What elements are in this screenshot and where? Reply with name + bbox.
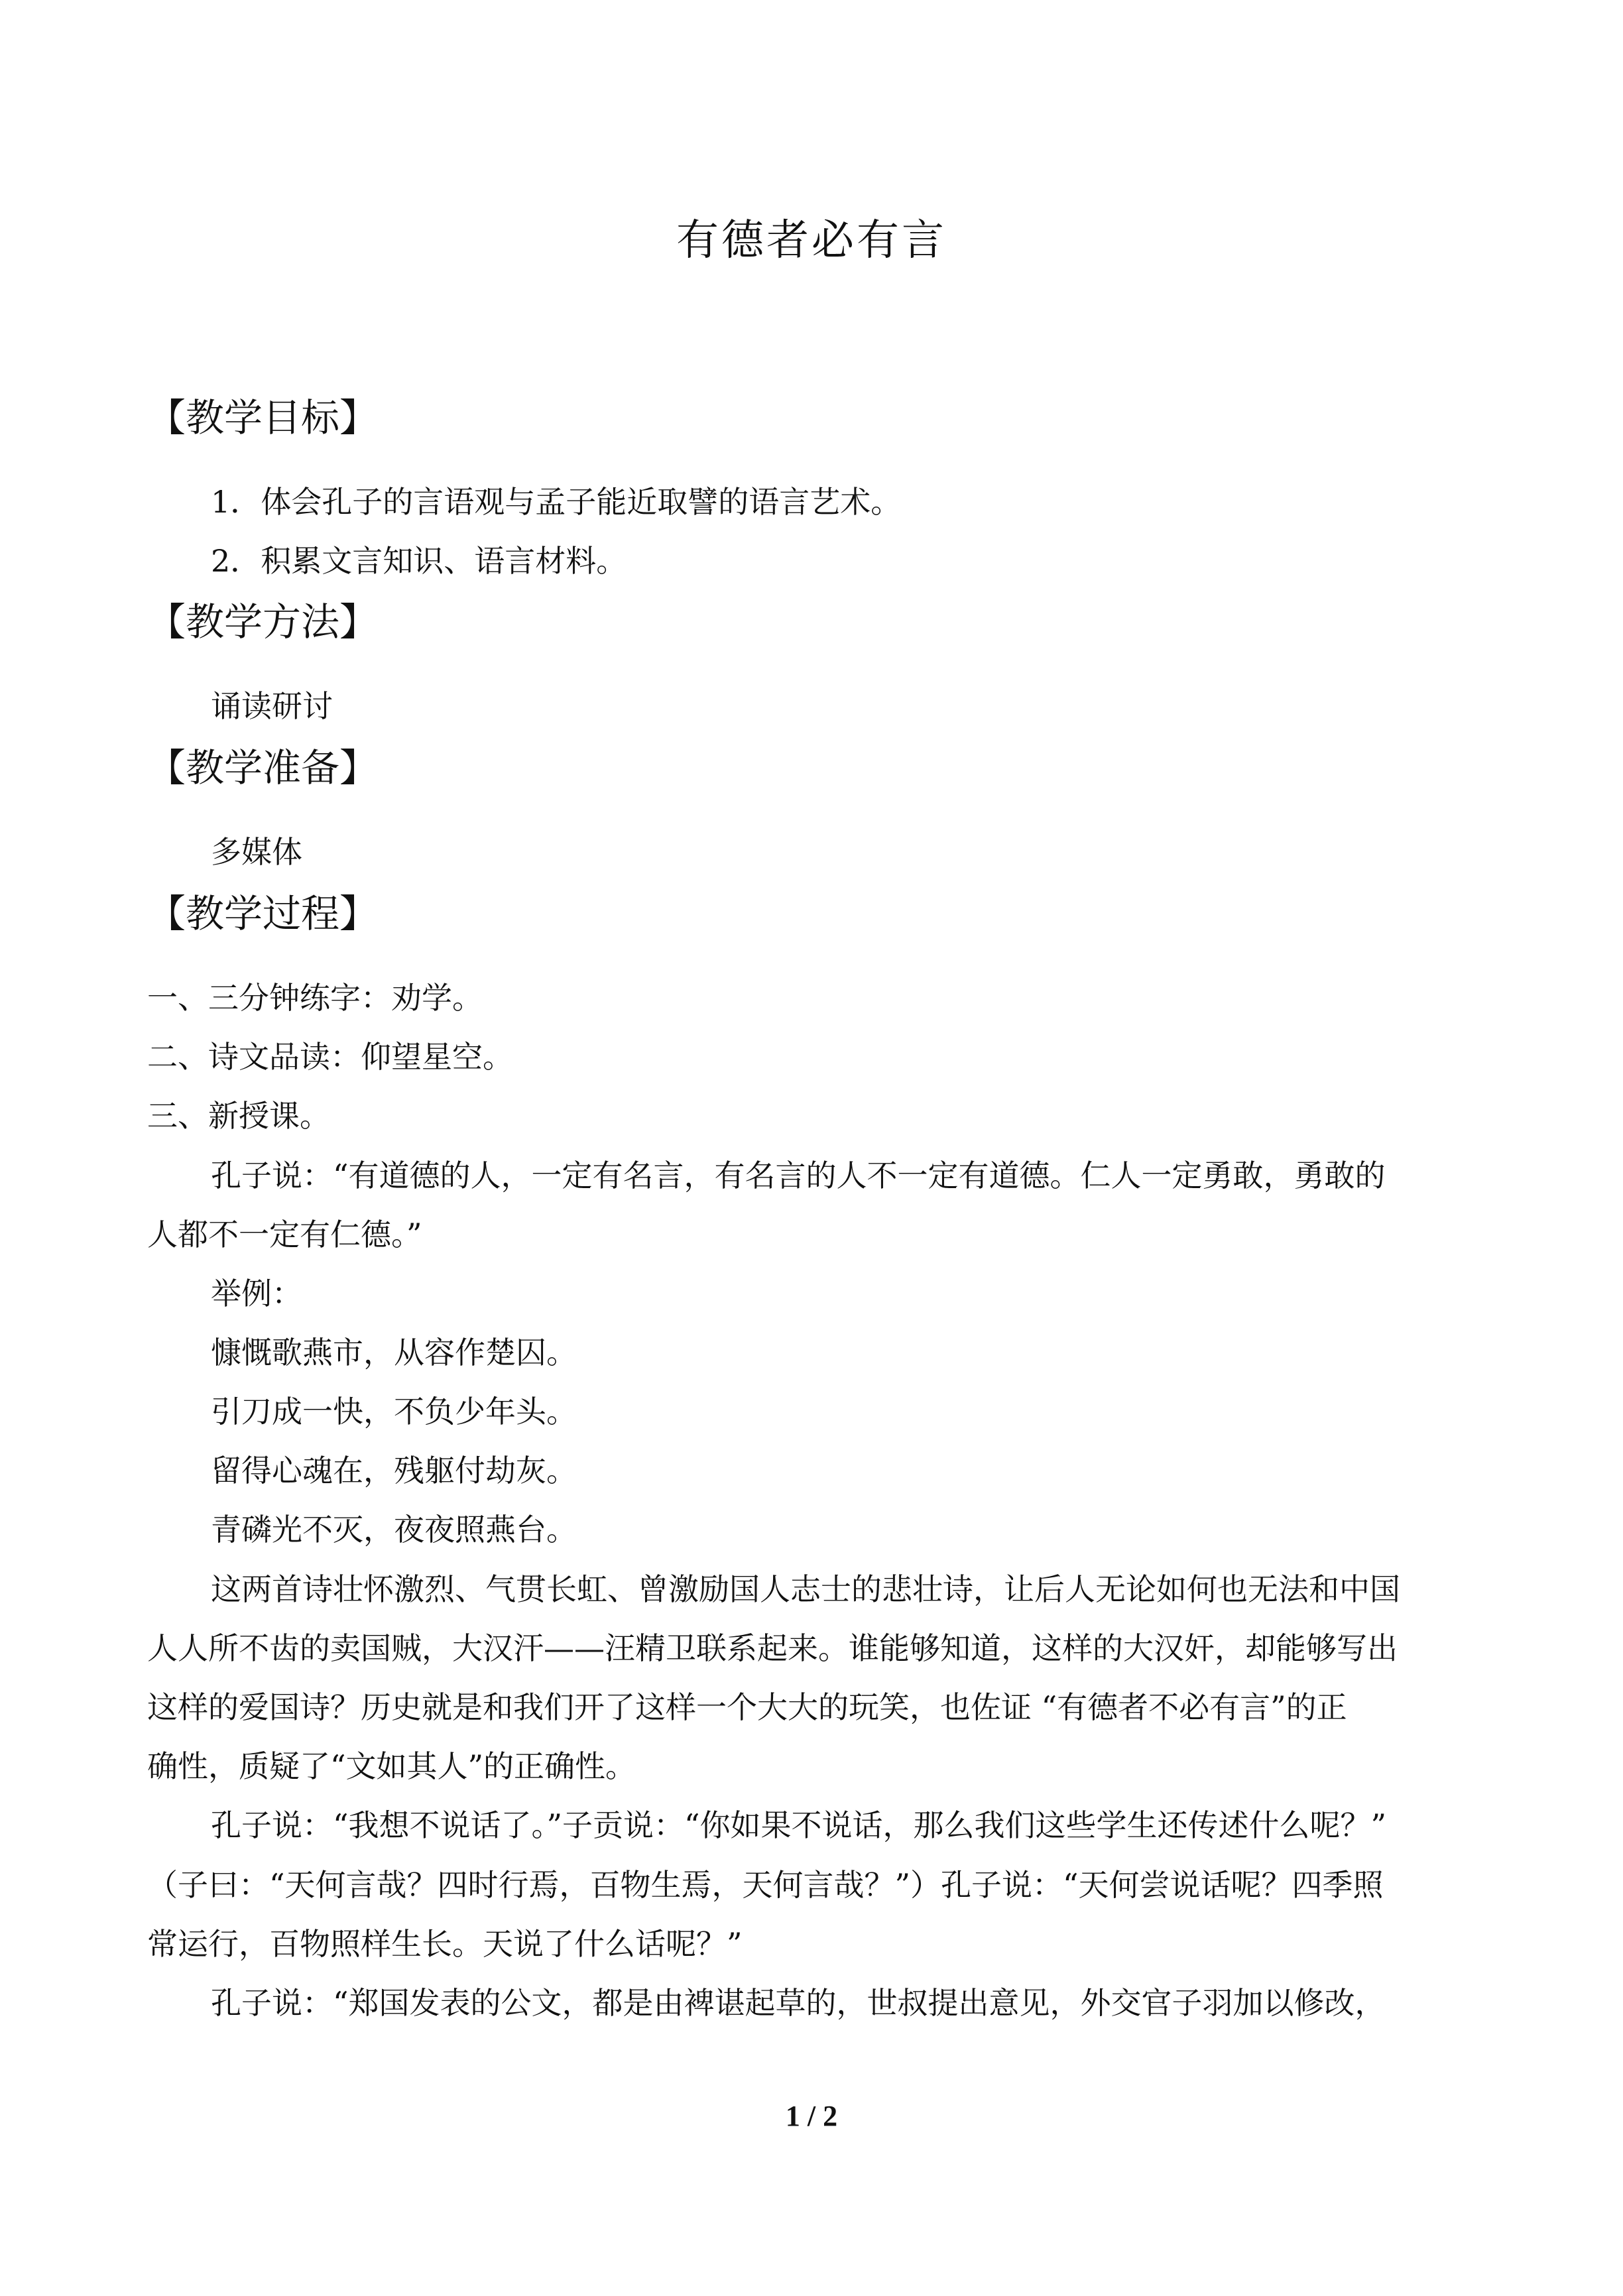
paragraph-1-line-2: 人都不一定有仁德。” [147,1217,422,1252]
paragraph-2-line-4: 确性，质疑了“文如其人”的正确性。 [147,1748,636,1784]
paragraph-3-line-3: 常运行，百物照样生长。天说了什么话呢？” [147,1926,743,1962]
paragraph-2-line-3: 这样的爱国诗？历史就是和我们开了这样一个大大的玩笑，也佐证 “有德者不必有言”的正 [147,1689,1347,1725]
paragraph-2-line-1: 这两首诗壮怀激烈、气贯长虹、曾激励国人志士的悲壮诗，让后人无论如何也无法和中国 [211,1571,1400,1607]
example-label: 举例： [211,1276,302,1311]
paragraph-2-line-2: 人人所不齿的卖国贼，大汉汗——汪精卫联系起来。谁能够知道，这样的大汉奸，却能够写出 [147,1630,1398,1666]
method-text: 诵读研讨 [211,688,333,724]
section-heading-preparation: 【教学准备】 [147,745,379,790]
process-step-1: 一、三分钟练字：劝学。 [147,980,483,1016]
paragraph-4-line-1: 孔子说：“郑国发表的公文，都是由裨谌起草的，世叔提出意见，外交官子羽加以修改， [211,1985,1386,2021]
section-heading-method: 【教学方法】 [147,599,379,644]
paragraph-3-line-1: 孔子说：“我想不说话了。”子贡说：“你如果不说话，那么我们这些学生还传述什么呢？” [211,1807,1387,1843]
poem-line-3: 留得心魂在，残躯付劫灰。 [211,1453,577,1488]
paragraph-1-line-1: 孔子说：“有道德的人，一定有名言，有名言的人不一定有道德。仁人一定勇敢，勇敢的 [211,1158,1386,1193]
poem-line-4: 青磷光不灭，夜夜照燕台。 [211,1512,577,1547]
goal-item-2: 2．积累文言知识、语言材料。 [211,543,627,579]
page-number: 1 / 2 [785,2100,838,2132]
document-title: 有德者必有言 [676,216,947,265]
process-step-3: 三、新授课。 [147,1098,330,1134]
paragraph-3-line-2: （子曰：“天何言哉？四时行焉，百物生焉，天何言哉？”）孔子说：“天何尝说话呢？四季照 [147,1867,1384,1903]
process-step-2: 二、诗文品读：仰望星空。 [147,1039,513,1075]
goal-item-1: 1．体会孔子的言语观与孟子能近取譬的语言艺术。 [211,484,902,520]
section-heading-process: 【教学过程】 [147,891,379,936]
poem-line-1: 慷慨歌燕市，从容作楚囚。 [211,1335,577,1370]
section-heading-goals: 【教学目标】 [147,395,379,440]
poem-line-2: 引刀成一快，不负少年头。 [211,1394,577,1429]
preparation-text: 多媒体 [211,834,302,870]
